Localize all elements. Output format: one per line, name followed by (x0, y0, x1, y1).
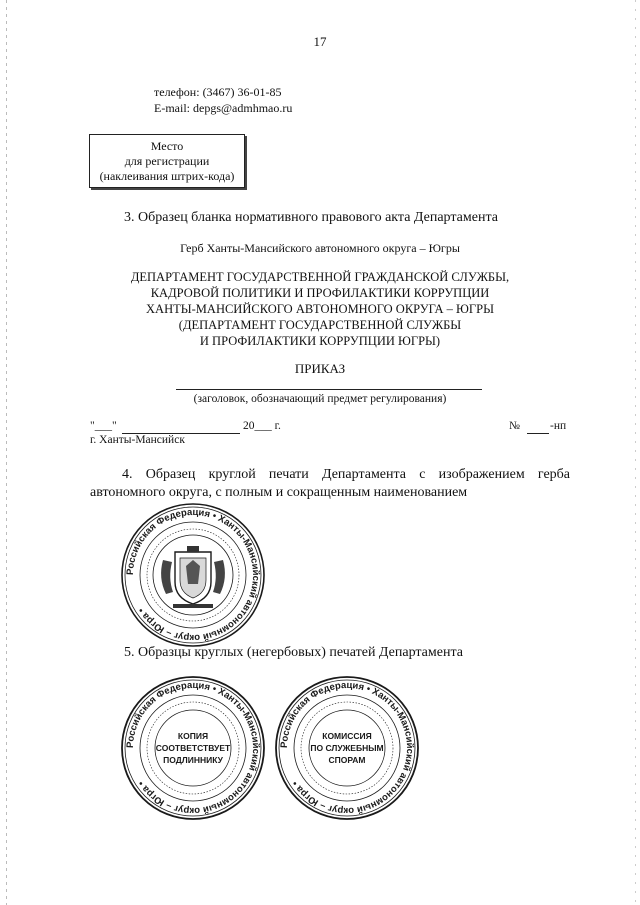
order-title: ПРИКАЗ (294, 361, 346, 376)
seal-ring-text: Российская Федерация • Ханты-Мансийский автономный округ – Югра • (124, 679, 262, 817)
date-quotes: "___" (90, 420, 117, 432)
section4-text: 4. Образец круглой печати Департамента с изображением герба автономного округа, с полным и сокращенным наименованием (90, 467, 570, 500)
number-suffix: -нп (550, 420, 567, 432)
number-underline (527, 433, 549, 434)
coat-of-arms-placeholder: Герб Ханты-Мансийского автономного округа – Югры (180, 241, 460, 255)
seal-ring-text: Российская Федерация • Ханты-Мансийский автономный округ – Югра • (124, 506, 262, 644)
department-name-line: ДЕПАРТАМЕНТ ГОСУДАРСТВЕННОЙ ГРАЖДАНСКОЙ СЛУЖБЫ, (130, 270, 510, 284)
barcode-box-line: (наклеивания штрих-кода) (99, 169, 235, 183)
department-name-line: КАДРОВОЙ ПОЛИТИКИ И ПРОФИЛАКТИКИ КОРРУПЦИИ (150, 286, 490, 300)
page-number: 17 (313, 34, 327, 49)
department-name-line: (ДЕПАРТАМЕНТ ГОСУДАРСТВЕННОЙ СЛУЖБЫ (178, 318, 462, 332)
contact-email: E-mail: depgs@admhmao.ru (154, 101, 293, 115)
subject-underline (176, 389, 482, 390)
city-name: г. Ханты-Мансийск (90, 434, 185, 446)
number-prefix: № (509, 420, 520, 432)
seal-center-line: СООТВЕТСТВУЕТ (155, 743, 231, 753)
barcode-registration-box (89, 134, 245, 188)
coat-of-arms-emblem (161, 546, 225, 608)
department-name-block (0, 269, 640, 349)
seal-center-line: СПОРАМ (328, 755, 366, 765)
contact-phone: телефон: (3467) 36-01-85 (154, 85, 282, 99)
subject-hint: (заголовок, обозначающий предмет регулирования) (193, 393, 447, 405)
section4-paragraph (90, 466, 570, 502)
seal-ring-text: Российская Федерация • Ханты-Мансийский автономный округ – Югра • (278, 679, 416, 817)
copy-seal (118, 673, 268, 823)
barcode-box-line: для регистрации (124, 154, 210, 168)
seal-center-line: ПОДЛИННИКУ (163, 755, 223, 765)
date-year: 20___ г. (243, 420, 281, 432)
seal-center-line: ПО СЛУЖЕБНЫМ (310, 743, 384, 753)
department-name-line: И ПРОФИЛАКТИКИ КОРРУПЦИИ ЮГРЫ) (199, 334, 441, 348)
seal-center-line: КОПИЯ (177, 731, 209, 741)
seal-center-line: КОМИССИЯ (322, 731, 372, 741)
coat-of-arms-seal (118, 500, 268, 650)
scan-edge-right (635, 0, 636, 905)
commission-seal (272, 673, 422, 823)
barcode-box-line: Место (150, 139, 184, 153)
department-name-line: ХАНТЫ-МАНСИЙСКОГО АВТОНОМНОГО ОКРУГА – ЮГРЫ (146, 302, 494, 316)
scan-edge-left (6, 0, 7, 905)
section3-heading: 3. Образец бланка нормативного правового акта Департамента (124, 210, 498, 225)
section5-heading: 5. Образцы круглых (негербовых) печатей Департамента (124, 645, 463, 660)
